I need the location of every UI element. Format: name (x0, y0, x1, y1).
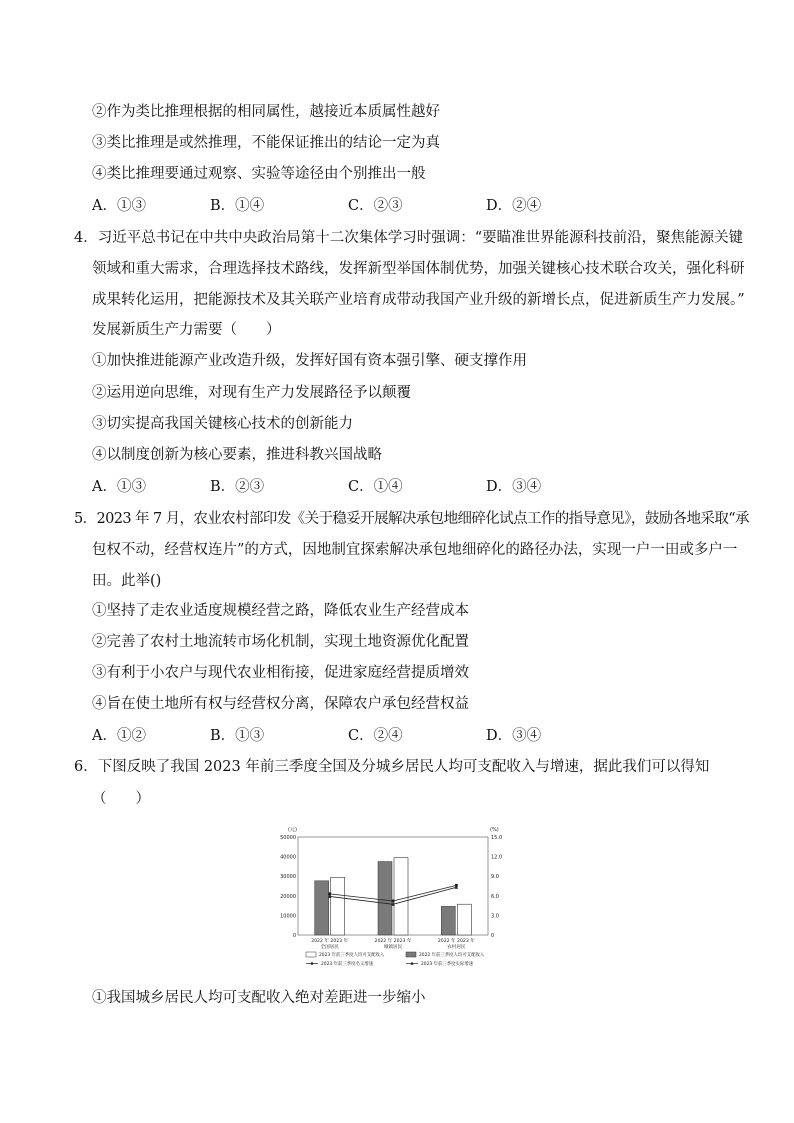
right-tick-label: 15.0 (491, 835, 503, 841)
legend-label: 2022 年前三季度人均可支配收入 (419, 953, 485, 958)
bar-2022 (378, 862, 392, 935)
group-years-label: 2022 年 2023 年 (374, 939, 412, 944)
left-tick-label: 30000 (280, 874, 296, 881)
left-tick-label: 40000 (280, 854, 296, 861)
q3-option-b[interactable]: B．①④ (210, 198, 265, 214)
q3-item-3: ③类比推理是或然推理，不能保证推出的结论一定为真 (92, 135, 440, 151)
q5-item-2: ②完善了农村土地流转市场化机制，实现土地资源优化配置 (92, 634, 469, 650)
right-tick-label: 12.0 (491, 854, 503, 861)
q4-stem-line-4: 发展新质生产力需要（ ） (92, 322, 281, 338)
left-tick-label: 50000 (280, 835, 296, 841)
left-tick-label: 10000 (280, 913, 296, 920)
group-name-label: 全国居民 (320, 945, 339, 950)
legend-label: 2023 年前三季度实际增速 (421, 962, 474, 967)
left-tick-label: 0 (292, 933, 296, 939)
q5-stem-line-1: 5．2023 年 7 月，农业农村部印发《关于稳妥开展解决承包地细碎化试点工作的指导意见》，鼓励各地采取“承 (74, 511, 749, 527)
bar-2023 (331, 877, 345, 935)
left-tick-label: 20000 (280, 893, 296, 900)
bar-2022 (315, 881, 329, 935)
q3-option-d[interactable]: D．②④ (486, 198, 542, 214)
group-name-label: 农村居民 (447, 945, 466, 950)
legend-swatch-2023 (306, 952, 316, 957)
q5-option-a[interactable]: A．①② (92, 728, 146, 744)
q5-option-c[interactable]: C．②④ (348, 728, 403, 744)
q4-option-a[interactable]: A．①③ (92, 479, 146, 495)
q5-stem-line-2: 包权不动，经营权连片”的方式，因地制宜探索解决承包地细碎化的路径办法，实现一户一田或多户一 (92, 542, 738, 558)
q4-item-1: ①加快推进能源产业改造升级，发挥好国有资本强引擎、硬支撑作用 (92, 353, 527, 369)
legend-swatch-2022 (406, 952, 416, 957)
right-tick-label: 9.0 (491, 874, 499, 881)
q4-option-c[interactable]: C．①④ (348, 479, 403, 495)
q5-option-b[interactable]: B．①③ (210, 728, 265, 744)
right-axis-unit: (%) (490, 827, 499, 833)
q4-stem-line-3: 成果转化运用，把能源技术及其关联产业培育成带动我国产业升级的新增长点，促进新质生产力发展。” (92, 292, 745, 308)
q3-item-4: ④类比推理要通过观察、实验等途径由个别推出一般 (92, 166, 426, 182)
q5-option-d[interactable]: D．③④ (486, 728, 542, 744)
group-years-label: 2022 年 2023 年 (311, 939, 349, 944)
group-name-label: 城镇居民 (383, 945, 403, 950)
growth-point (391, 899, 394, 902)
bar-2023 (457, 904, 471, 935)
bar-2023 (394, 858, 408, 935)
q3-option-a[interactable]: A．①③ (92, 198, 146, 214)
q4-stem-line-2: 领域和重大需求，合理选择技术路线，发挥新型举国体制优势，加强关键核心技术联合攻关，强化科研 (92, 261, 745, 277)
left-axis-unit: (元) (288, 827, 297, 833)
legend-label: 2023 年前三季度人均可支配收入 (319, 953, 385, 958)
income-chart-svg (268, 823, 513, 975)
q3-item-2: ②作为类比推理根据的相同属性，越接近本质属性越好 (92, 104, 440, 120)
q6-stem-line-1: 6．下图反映了我国 2023 年前三季度全国及分城乡居民人均可支配收入与增速，据此我们可以得知 (74, 759, 710, 775)
q4-item-3: ③切实提高我国关键核心技术的创新能力 (92, 416, 353, 432)
income-chart (268, 823, 513, 975)
q5-stem-line-3: 田。此举() (92, 573, 162, 589)
q4-option-d[interactable]: D．③④ (486, 479, 542, 495)
q4-item-2: ②运用逆向思维，对现有生产力发展路径予以颠覆 (92, 385, 411, 401)
right-tick-label: 3.0 (491, 913, 499, 920)
legend-label: 2023 年前三季度名义增速 (321, 962, 374, 967)
q5-item-1: ①坚持了走农业适度规模经营之路，降低农业生产经营成本 (92, 603, 469, 619)
group-years-label: 2022 年 2023 年 (437, 939, 475, 944)
q4-stem-line-1: 4．习近平总书记在中共中央政治局第十二次集体学习时强调：“要瞄准世界能源科技前沿，聚焦能源关键 (74, 230, 744, 246)
right-tick-label: 6.0 (491, 893, 499, 900)
q4-option-b[interactable]: B．②③ (210, 479, 265, 495)
legend-marker-nominal (311, 962, 314, 965)
q4-item-4: ④以制度创新为核心要素，推进科教兴国战略 (92, 447, 382, 463)
legend-marker-real (410, 962, 413, 965)
q5-item-3: ③有利于小农户与现代农业相衔接，促进家庭经营提质增效 (92, 665, 469, 681)
q5-item-4: ④旨在使土地所有权与经营权分离，保障农户承包经营权益 (92, 696, 469, 712)
right-tick-label: 0 (491, 933, 495, 939)
bar-2022 (441, 906, 455, 935)
q3-option-c[interactable]: C．②③ (348, 198, 403, 214)
q6-item-1: ①我国城乡居民人均可支配收入绝对差距进一步缩小 (92, 990, 426, 1006)
q6-stem-line-2: （ ） (92, 791, 150, 807)
